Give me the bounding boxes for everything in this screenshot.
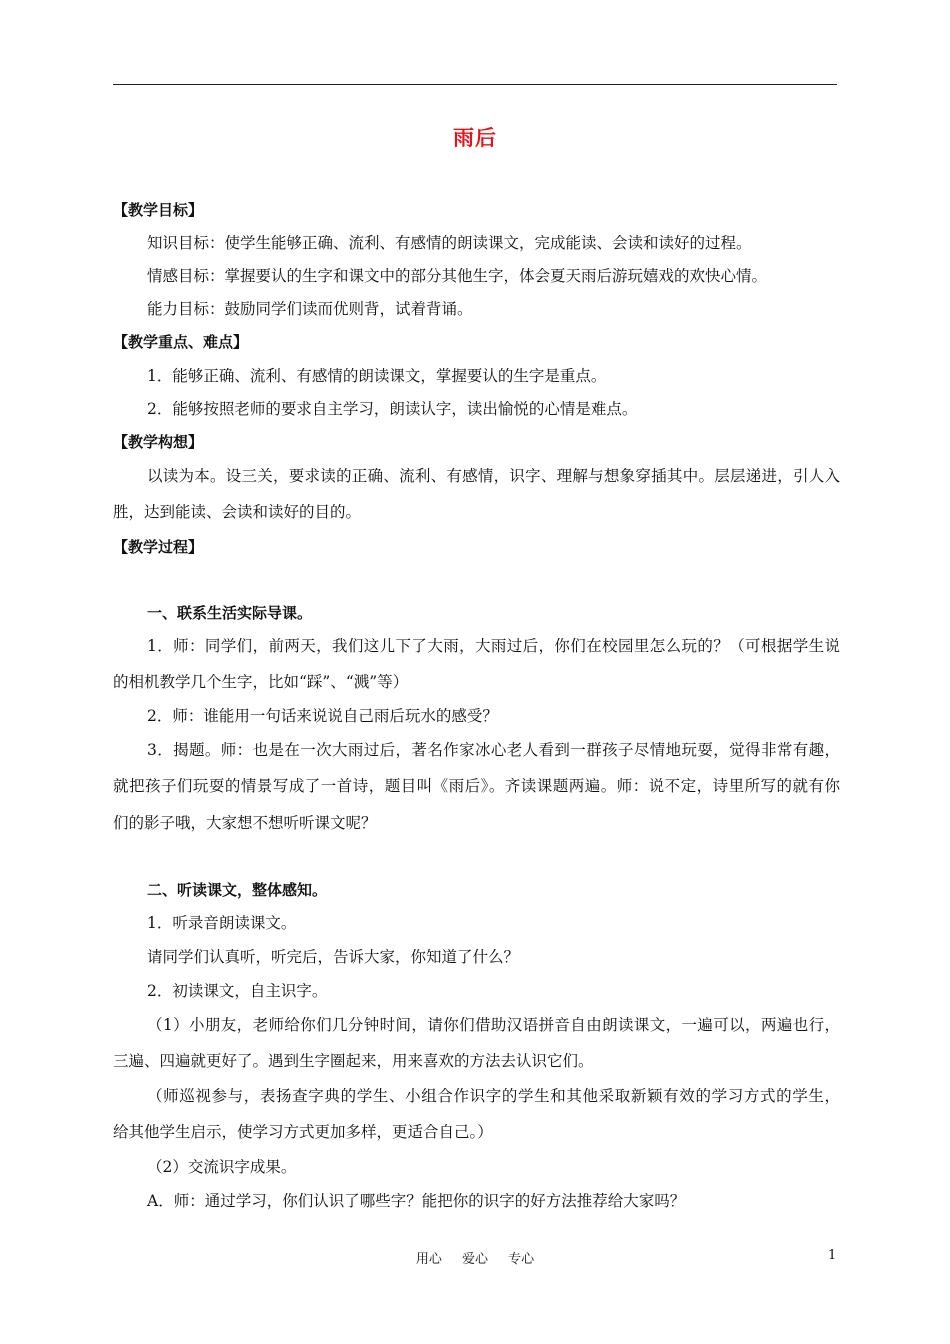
paragraph: 1．能够正确、流利、有感情的朗读课文，掌握要认的生字是重点。 <box>147 367 607 385</box>
paragraph: 们的影子哦，大家想不想听听课文呢？ <box>113 814 377 832</box>
paragraph: 1．师：同学们，前两天，我们这儿下了大雨，大雨过后，你们在校园里怎么玩的？（可根据学生说 <box>147 637 840 655</box>
paragraph: 就把孩子们玩耍的情景写成了一首诗，题目叫《雨后》。齐读课题两遍。师：说不定，诗里所写的就有你 <box>113 777 840 795</box>
paragraph: 2．能够按照老师的要求自主学习，朗读认字，读出愉悦的心情是难点。 <box>147 400 638 418</box>
paragraph: （师巡视参与，表扬查字典的学生、小组合作识字的学生和其他采取新颖有效的学习方式的学生， <box>147 1087 840 1105</box>
paragraph: 3．揭题。师：也是在一次大雨过后，著名作家冰心老人看到一群孩子尽情地玩耍，觉得非常有趣， <box>147 741 840 759</box>
subsection-heading: 一、联系生活实际导课。 <box>147 604 313 622</box>
paragraph: 知识目标：使学生能够正确、流利、有感情的朗读课文，完成能读、会读和读好的过程。 <box>147 234 752 252</box>
paragraph: 1．听录音朗读课文。 <box>147 914 297 932</box>
paragraph: A．师：通过学习，你们认识了哪些字？能把你的识字的好方法推荐给大家吗？ <box>147 1192 686 1210</box>
section-heading-goals: 【教学目标】 <box>113 201 204 219</box>
paragraph: 请同学们认真听，听完后，告诉大家，你知道了什么？ <box>147 948 520 966</box>
paragraph: 以读为本。设三关，要求读的正确、流利、有感情，识字、理解与想象穿插其中。层层递进，引人入 <box>147 467 840 485</box>
paragraph: 三遍、四遍就更好了。遇到生字圈起来，用来喜欢的方法去认识它们。 <box>113 1052 594 1070</box>
section-heading-key-points: 【教学重点、难点】 <box>113 333 249 351</box>
paragraph: 2．师：谁能用一句话来说说自己雨后玩水的感受？ <box>147 707 498 725</box>
paragraph: （1）小朋友，老师给你们几分钟时间，请你们借助汉语拼音自由朗读课文，一遍可以，两遍也行， <box>147 1016 840 1034</box>
subsection-heading: 二、听读课文，整体感知。 <box>147 881 328 899</box>
footer-motto-3: 专心 <box>508 1252 535 1267</box>
section-heading-process: 【教学过程】 <box>113 538 204 556</box>
paragraph: 胜，达到能读、会读和读好的目的。 <box>113 503 362 521</box>
section-heading-idea: 【教学构想】 <box>113 433 204 451</box>
paragraph: 2．初读课文，自主识字。 <box>147 982 328 1000</box>
footer-motto <box>0 1248 950 1267</box>
footer-motto-2: 爱心 <box>461 1252 488 1267</box>
paragraph: 给其他学生启示，使学习方式更加多样，更适合自己。） <box>113 1123 493 1141</box>
footer-motto-1: 用心 <box>415 1252 442 1267</box>
paragraph: （2）交流识字成果。 <box>147 1158 297 1176</box>
paragraph: 能力目标：鼓励同学们读而优则背，试着背诵。 <box>147 300 473 318</box>
header-rule <box>113 84 837 85</box>
paragraph: 情感目标：掌握要认的生字和课文中的部分其他生字，体会夏天雨后游玩嬉戏的欢快心情。 <box>147 267 768 285</box>
document-title: 雨后 <box>453 126 497 150</box>
paragraph: 的相机教学几个生字，比如“踩”、“溅”等） <box>113 673 409 691</box>
page-number: 1 <box>828 1248 837 1263</box>
